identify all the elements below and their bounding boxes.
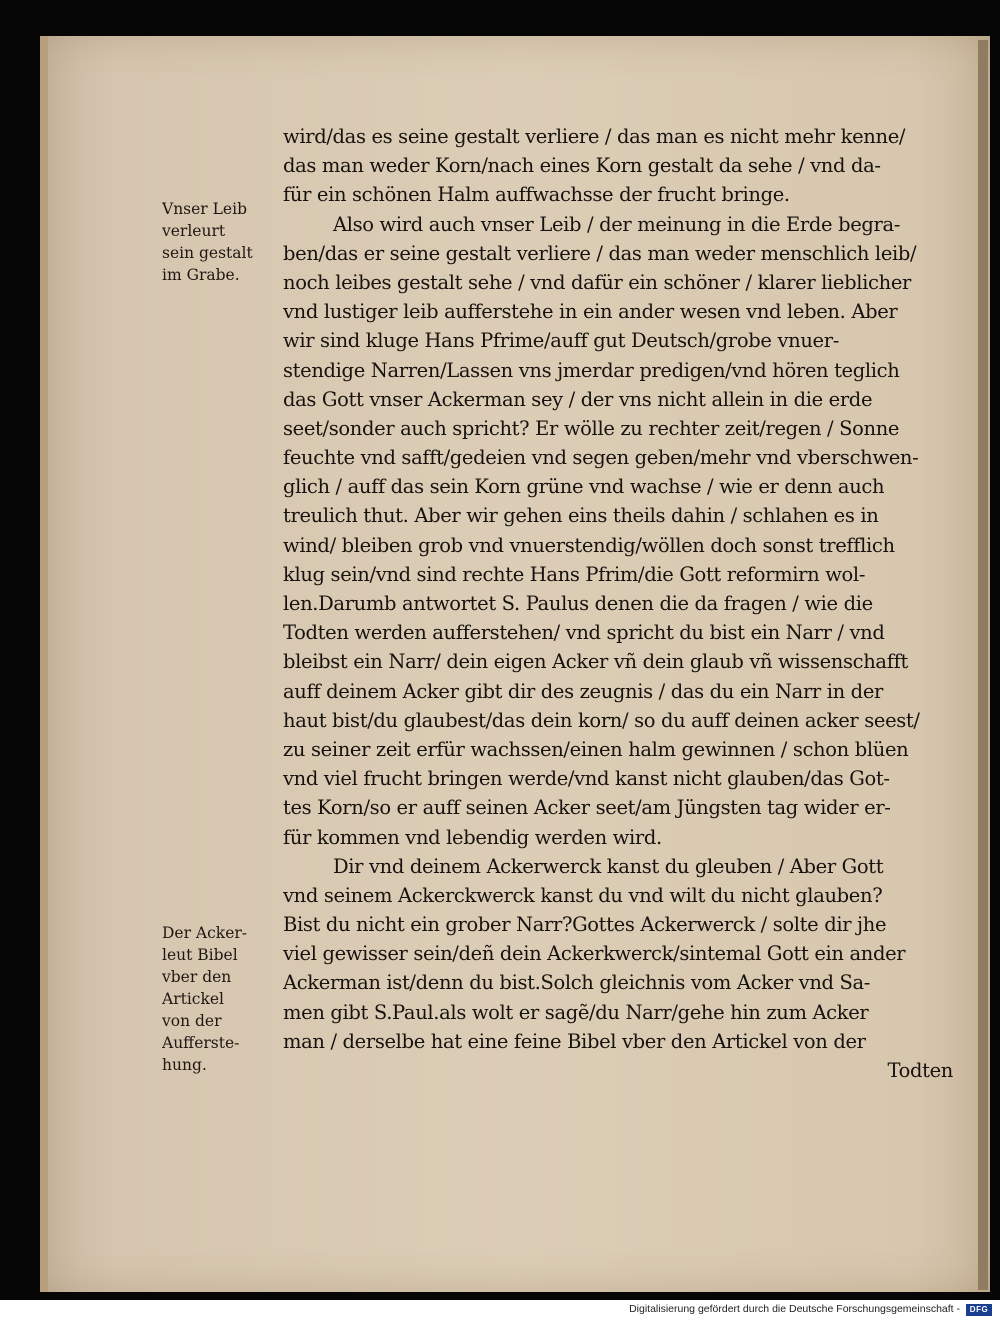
text-line: wir sind kluge Hans Pfrime/auff gut Deutsch/grobe vnuer- (283, 329, 839, 353)
catchword: Todten (887, 1059, 953, 1082)
dfg-logo: DFG (966, 1304, 992, 1316)
text-line: vnd seinem Ackerckwerck kanst du vnd wilt du nicht glauben? (283, 883, 883, 907)
text-line: Also wird auch vnser Leib / der meinung in die Erde begra- (333, 212, 901, 236)
text-line: für ein schönen Halm auffwachsse der frucht bringe. (283, 183, 790, 207)
text-line: tes Korn/so er auff seinen Acker seet/am Jüngsten tag wider er- (283, 796, 891, 820)
marginal-note-line: hung. (162, 1056, 207, 1074)
text-line: klug sein/vnd sind rechte Hans Pfrim/die Gott reformirn wol- (283, 562, 866, 586)
marginal-note-line: Aufferste- (162, 1034, 240, 1052)
text-line: bleibst ein Narr/ dein eigen Acker vñ dein glaub vñ wissenschafft (283, 650, 908, 674)
text-line: ben/das er seine gestalt verliere / das man weder menschlich leib/ (283, 241, 917, 265)
text-line: feuchte vnd safft/gedeien vnd segen geben/mehr vnd vberschwen- (283, 446, 919, 470)
text-line: glich / auff das sein Korn grüne vnd wachse / wie er denn auch (283, 475, 885, 499)
marginal-note-line: Vnser Leib (162, 200, 247, 218)
page-edge-right (978, 40, 988, 1290)
marginal-note-line: verleurt (162, 222, 226, 240)
text-line: auff deinem Acker gibt dir des zeugnis / das du ein Narr in der (283, 679, 883, 703)
text-line: men gibt S.Paul.als wolt er sagẽ/du Narr/gehe hin zum Acker (283, 1000, 869, 1024)
text-line: viel gewisser sein/deñ dein Ackerkwerck/sintemal Gott ein ander (283, 942, 906, 966)
marginal-note-line: sein gestalt (162, 244, 253, 262)
marginal-note-line: Der Acker- (162, 924, 248, 942)
text-line: wird/das es seine gestalt verliere / das man es nicht mehr kenne/ (283, 125, 906, 148)
text-line: haut bist/du glaubest/das dein korn/ so du auff deinen acker seest/ (283, 708, 920, 732)
text-line: für kommen vnd lebendig werden wird. (283, 825, 662, 849)
text-line: treulich thut. Aber wir gehen eins theils dahin / schlahen es in (283, 504, 879, 528)
marginal-note-line: im Grabe. (162, 266, 240, 284)
text-line: vnd lustiger leib aufferstehe in ein ander wesen vnd leben. Aber (283, 300, 898, 324)
text-line: seet/sonder auch spricht? Er wölle zu rechter zeit/regen / Sonne (283, 416, 900, 440)
marginal-note-line: Artickel (162, 990, 224, 1008)
marginal-note-1 (162, 198, 282, 286)
marginal-note-2 (162, 922, 282, 1076)
marginal-note-line: von der (162, 1012, 222, 1030)
text-line: Bist du nicht ein grober Narr?Gottes Ackerwerck / solte dir jhe (283, 913, 887, 937)
marginal-note-line: vber den (162, 968, 232, 986)
text-line: das man weder Korn/nach eines Korn gestalt da sehe / vnd da- (283, 154, 881, 178)
text-line: Todten werden aufferstehen/ vnd spricht du bist ein Narr / vnd (283, 621, 885, 645)
marginal-note-line: leut Bibel (162, 946, 238, 964)
text-line: vnd viel frucht bringen werde/vnd kanst nicht glauben/das Got- (283, 767, 890, 791)
text-line: man / derselbe hat eine feine Bibel vber den Artickel von der (283, 1029, 866, 1053)
page-edge-left (40, 36, 48, 1292)
text-line: zu seiner zeit erfür wachssen/einen halm gewinnen / schon blüen (283, 737, 909, 761)
text-line: Ackerman ist/denn du bist.Solch gleichnis vom Acker vnd Sa- (283, 971, 871, 995)
text-line: Dir vnd deinem Ackerwerck kanst du gleuben / Aber Gott (333, 854, 884, 878)
text-line: das Gott vnser Ackerman sey / der vns nicht allein in die erde (283, 387, 873, 411)
main-text-column (283, 122, 953, 1085)
text-line: stendige Narren/Lassen vns jmerdar predigen/vnd hören teglich (283, 358, 900, 382)
text-line: len.Darumb antwortet S. Paulus denen die da fragen / wie die (283, 592, 873, 615)
footer-bar (0, 1300, 1000, 1320)
text-line: noch leibes gestalt sehe / vnd dafür ein schöner / klarer lieblicher (283, 270, 911, 294)
text-line: wind/ bleiben grob vnd vnuerstendig/wöllen doch sonst trefflich (283, 533, 895, 557)
funding-credit: Digitalisierung gefördert durch die Deutsche Forschungsgemeinschaft - (629, 1303, 960, 1315)
